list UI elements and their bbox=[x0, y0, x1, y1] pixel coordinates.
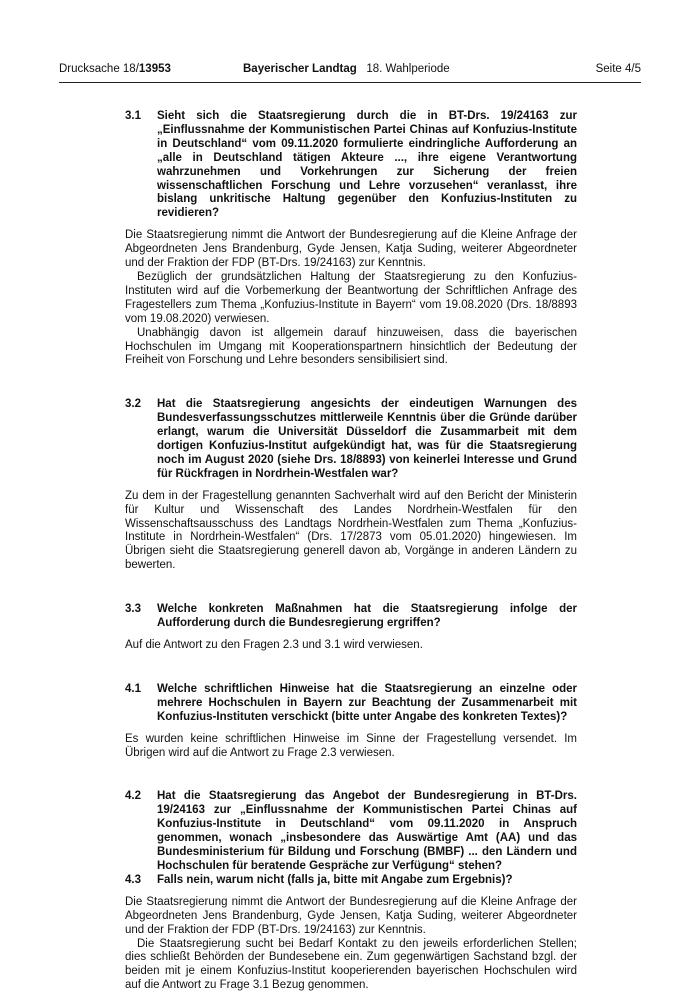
question-text: Welche konkreten Maßnahmen hat die Staatsregierung infolge der Aufforderung durch die Bundesregierung ergriffen? bbox=[157, 603, 577, 631]
answer-3-3 bbox=[125, 639, 577, 653]
answer-paragraph: Zu dem in der Fragestellung genannten Sachverhalt wird auf den Bericht der Ministerin für Kultur und Wissenschaft des Landes Nordrhein-Westfalen für den Wissenschaftsausschuss des Landtags Nordrhein-Westfalen zum Thema „Konfuzius-Institute in Nordrhein-Westfalen“ (Drs. 17/2873 vom 05.01.2020) hingewiesen. Im Übrigen sieht die Staatsregierung generell davon ab, Vorgänge in anderen Ländern zu bewerten. bbox=[125, 490, 577, 573]
question-number: 4.1 bbox=[125, 683, 157, 725]
question-number: 4.3 bbox=[125, 874, 157, 888]
answer-paragraph: Auf die Antwort zu den Fragen 2.3 und 3.1 wird verwiesen. bbox=[125, 639, 577, 653]
question-number: 3.3 bbox=[125, 603, 157, 631]
page-number: Seite 4/5 bbox=[596, 63, 641, 75]
answer-4-2-4-3 bbox=[125, 896, 577, 993]
answer-paragraph: Die Staatsregierung nimmt die Antwort der Bundesregierung auf die Kleine Anfrage der Abgeordneten Jens Brandenburg, Gyde Jensen, Katja Suding, weiterer Abgeordneter und der Fraktion der FDP (BT-Drs. 19/24163) zur Kenntnis. bbox=[125, 229, 577, 271]
question-3-2 bbox=[125, 398, 577, 481]
question-number: 3.2 bbox=[125, 398, 157, 481]
question-number: 3.1 bbox=[125, 110, 157, 221]
answer-paragraph: Bezüglich der grundsätzlichen Haltung der Staatsregierung zu den Konfuzius-Instituten wird auf die Vorbemerkung der Beantwortung der Schriftlichen Anfrage des Fragestellers zum Thema „Konfuzius-Institute in Bayern“ vom 19.08.2020 (Drs. 18/8893 vom 19.08.2020) verwiesen. bbox=[125, 271, 577, 327]
document-body bbox=[125, 110, 577, 993]
question-text: Sieht sich die Staatsregierung durch die in BT-Drs. 19/24163 zur „Einflussnahme der Kommunistischen Partei Chinas auf Konfuzius-Institute in Deutschland“ vom 09.11.2020 formulierte eindringliche Aufforderung an „alle in Deutschland tätigen Akteure ..., ihre eigene Verantwortung wahrzunehmen und Vorkehrungen zur Sicherung der freien wissenschaftlichen Forschung und Lehre vorzusehen“ veranlasst, ihre bislang unkritische Haltung gegenüber den Konfuzius-Instituten zu revidieren? bbox=[157, 110, 577, 221]
answer-paragraph: Es wurden keine schriftlichen Hinweise im Sinne der Fragestellung versendet. Im Übrigen wird auf die Antwort zu Frage 2.3 verwiesen. bbox=[125, 733, 577, 761]
question-text: Falls nein, warum nicht (falls ja, bitte mit Angabe zum Ergebnis)? bbox=[157, 874, 577, 888]
question-4-3 bbox=[125, 874, 577, 888]
answer-paragraph: Die Staatsregierung sucht bei Bedarf Kontakt zu den jeweils erforderlichen Stellen; dies schließt Behörden der Bundesebene ein. Zum gegenwärtigen Sachstand bzgl. der beiden mit je einem Konfuzius-Institut kooperierenden bayerischen Hochschulen wird auf die Antwort zu Frage 3.1 Bezug genommen. bbox=[125, 938, 577, 993]
doc-reference: Drucksache 18/13953 bbox=[59, 63, 171, 75]
header-divider bbox=[59, 82, 641, 83]
parliament-title: Bayerischer Landtag 18. Wahlperiode bbox=[243, 63, 450, 75]
question-3-3 bbox=[125, 603, 577, 631]
doc-number: 13953 bbox=[139, 63, 171, 75]
page-header bbox=[59, 60, 641, 82]
question-number: 4.2 bbox=[125, 790, 157, 873]
answer-paragraph: Unabhängig davon ist allgemein darauf hinzuweisen, dass die bayerischen Hochschulen im Umgang mit Kooperationspartnern hinsichtlich der Bedeutung der Freiheit von Forschung und Lehre besonders sensibilisiert sind. bbox=[125, 327, 577, 369]
legislative-period: 18. Wahlperiode bbox=[366, 63, 449, 75]
question-text: Welche schriftlichen Hinweise hat die Staatsregierung an einzelne oder mehrere Hochschulen in Bayern zur Beachtung der Zusammenarbeit mit Konfuzius-Instituten verschickt (bitte unter Angabe des konkreten Textes)? bbox=[157, 683, 577, 725]
answer-4-1 bbox=[125, 733, 577, 761]
answer-3-2 bbox=[125, 490, 577, 573]
question-4-1 bbox=[125, 683, 577, 725]
answer-paragraph: Die Staatsregierung nimmt die Antwort der Bundesregierung auf die Kleine Anfrage der Abgeordneten Jens Brandenburg, Gyde Jensen, Katja Suding, weiterer Abgeordneter und der Fraktion der FDP (BT-Drs. 19/24163) zur Kenntnis. bbox=[125, 896, 577, 938]
question-3-1 bbox=[125, 110, 577, 221]
question-text: Hat die Staatsregierung das Angebot der Bundesregierung in BT-Drs. 19/24163 zur „Einflussnahme der Kommunistischen Partei Chinas auf Konfuzius-Institute in Deutschland“ vom 09.11.2020 in Anspruch genommen, wonach „insbesondere das Auswärtige Amt (AA) und das Bundesministerium für Bildung und Forschung (BMBF) ... den Ländern und Hochschulen für beratende Gespräche zur Verfügung“ stehen? bbox=[157, 790, 577, 873]
question-text: Hat die Staatsregierung angesichts der eindeutigen Warnungen des Bundesverfassungsschutzes mittlerweile Kenntnis über die Gründe darüber erlangt, warum die Universität Düsseldorf die Zusammarbeit mit dem dortigen Konfuzius-Institut aufgekündigt hat, was für die Staatsregierung noch im August 2020 (siehe Drs. 18/8893) von keinerlei Interesse und Grund für Rückfragen in Nordrhein-Westfalen war? bbox=[157, 398, 577, 481]
question-4-2 bbox=[125, 790, 577, 873]
answer-3-1 bbox=[125, 229, 577, 368]
